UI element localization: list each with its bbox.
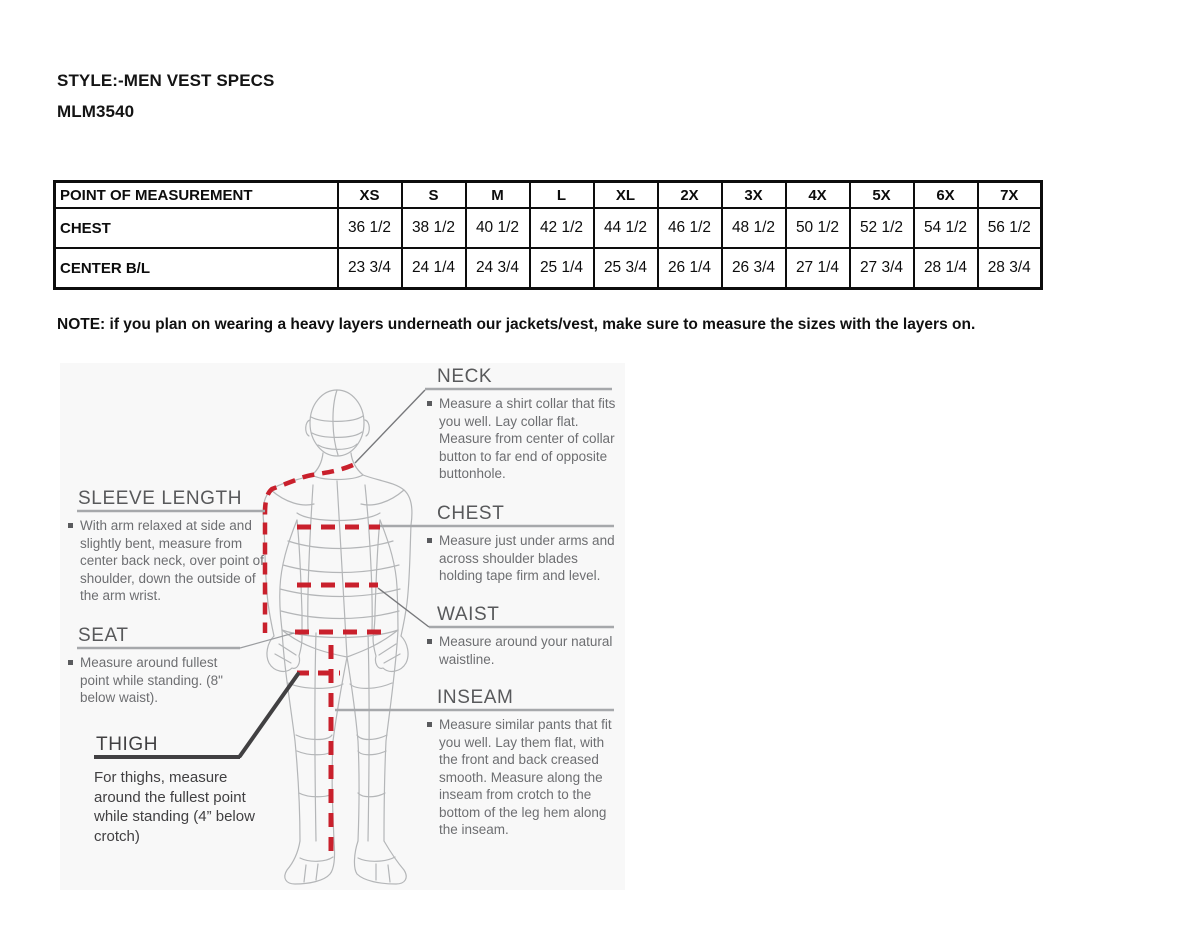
header-size-2x: 2X: [658, 182, 722, 209]
neck-pointer-line: [355, 390, 425, 463]
header-size-l: L: [530, 182, 594, 209]
size-value-cell: 46 1/2: [658, 208, 722, 248]
header-size-xl: XL: [594, 182, 658, 209]
header-size-s: S: [402, 182, 466, 209]
callout-chest-text: Measure just under arms and across shoulder blades holding tape firm and level.: [439, 533, 615, 583]
bullet-icon: [427, 401, 432, 406]
header-size-xs: XS: [338, 182, 402, 209]
callout-waist: [427, 604, 622, 668]
size-value-cell: 23 3/4: [338, 248, 402, 289]
size-value-cell: 25 3/4: [594, 248, 658, 289]
callout-seat-text: Measure around fullest point while standing. (8" below waist).: [80, 655, 223, 705]
callout-thigh: [86, 734, 276, 846]
callout-inseam-title: INSEAM: [437, 687, 514, 708]
callout-chest-title: CHEST: [437, 503, 505, 524]
bullet-icon: [427, 538, 432, 543]
callout-waist-title: WAIST: [437, 604, 500, 625]
size-value-cell: 27 1/4: [786, 248, 850, 289]
row-label: CHEST: [55, 208, 338, 248]
callout-neck-title: NECK: [437, 366, 493, 387]
size-value-cell: 38 1/2: [402, 208, 466, 248]
header-size-5x: 5X: [850, 182, 914, 209]
size-value-cell: 56 1/2: [978, 208, 1042, 248]
callout-sleeve-length-title: SLEEVE LENGTH: [78, 488, 243, 509]
callout-inseam: [427, 687, 622, 839]
size-spec-table: [53, 180, 1043, 290]
seat-pointer-line: [240, 633, 294, 648]
page-title: STYLE:-MEN VEST SPECS: [57, 71, 275, 90]
bullet-icon: [427, 639, 432, 644]
callout-chest: [427, 503, 622, 585]
style-number: MLM3540: [57, 102, 135, 121]
header-size-7x: 7X: [978, 182, 1042, 209]
size-value-cell: 42 1/2: [530, 208, 594, 248]
measurement-guide-diagram: [60, 363, 625, 890]
size-value-cell: 48 1/2: [722, 208, 786, 248]
table-row-center-bl: [55, 248, 1042, 289]
body-figure: [263, 390, 412, 884]
callout-seat: [68, 625, 248, 707]
size-value-cell: 26 3/4: [722, 248, 786, 289]
callout-sleeve-length: [68, 488, 276, 605]
size-value-cell: 25 1/4: [530, 248, 594, 289]
size-value-cell: 52 1/2: [850, 208, 914, 248]
callout-waist-text: Measure around your natural waistline.: [439, 634, 613, 667]
size-value-cell: 40 1/2: [466, 208, 530, 248]
size-value-cell: 28 1/4: [914, 248, 978, 289]
header-point-of-measurement: POINT OF MEASUREMENT: [55, 182, 338, 209]
bullet-icon: [68, 660, 73, 665]
table-header-row: [55, 182, 1042, 209]
callout-neck: [427, 366, 622, 483]
callout-sleeve-length-text: With arm relaxed at side and slightly bent, measure from center back neck, over point of shoulder, down the outside of the arm wrist.: [80, 518, 264, 603]
note-text: NOTE: if you plan on wearing a heavy layers underneath our jackets/vest, make sure to measure the sizes with the layers on.: [57, 316, 976, 333]
callout-thigh-title: THIGH: [96, 734, 159, 755]
size-value-cell: 50 1/2: [786, 208, 850, 248]
size-value-cell: 24 1/4: [402, 248, 466, 289]
size-value-cell: 24 3/4: [466, 248, 530, 289]
callout-seat-title: SEAT: [78, 625, 129, 646]
bullet-icon: [427, 722, 432, 727]
callout-thigh-text: For thighs, measure around the fullest point while standing (4” below crotch): [94, 769, 255, 845]
header-size-m: M: [466, 182, 530, 209]
header-size-4x: 4X: [786, 182, 850, 209]
size-value-cell: 36 1/2: [338, 208, 402, 248]
header-size-3x: 3X: [722, 182, 786, 209]
size-value-cell: 44 1/2: [594, 208, 658, 248]
row-label: CENTER B/L: [55, 248, 338, 289]
header-size-6x: 6X: [914, 182, 978, 209]
size-value-cell: 28 3/4: [978, 248, 1042, 289]
callout-inseam-text: Measure similar pants that fit you well. Lay them flat, with the front and back creased smooth. Measure along the inseam from crotch to the bottom of the leg hem along the inseam.: [439, 717, 612, 837]
measurement-lines: [265, 465, 385, 857]
size-value-cell: 27 3/4: [850, 248, 914, 289]
table-row-chest: [55, 208, 1042, 248]
size-value-cell: 26 1/4: [658, 248, 722, 289]
callout-neck-text: Measure a shirt collar that fits you well. Lay collar flat. Measure from center of collar button to far end of opposite buttonhole.: [439, 396, 616, 481]
size-value-cell: 54 1/2: [914, 208, 978, 248]
bullet-icon: [68, 523, 73, 528]
